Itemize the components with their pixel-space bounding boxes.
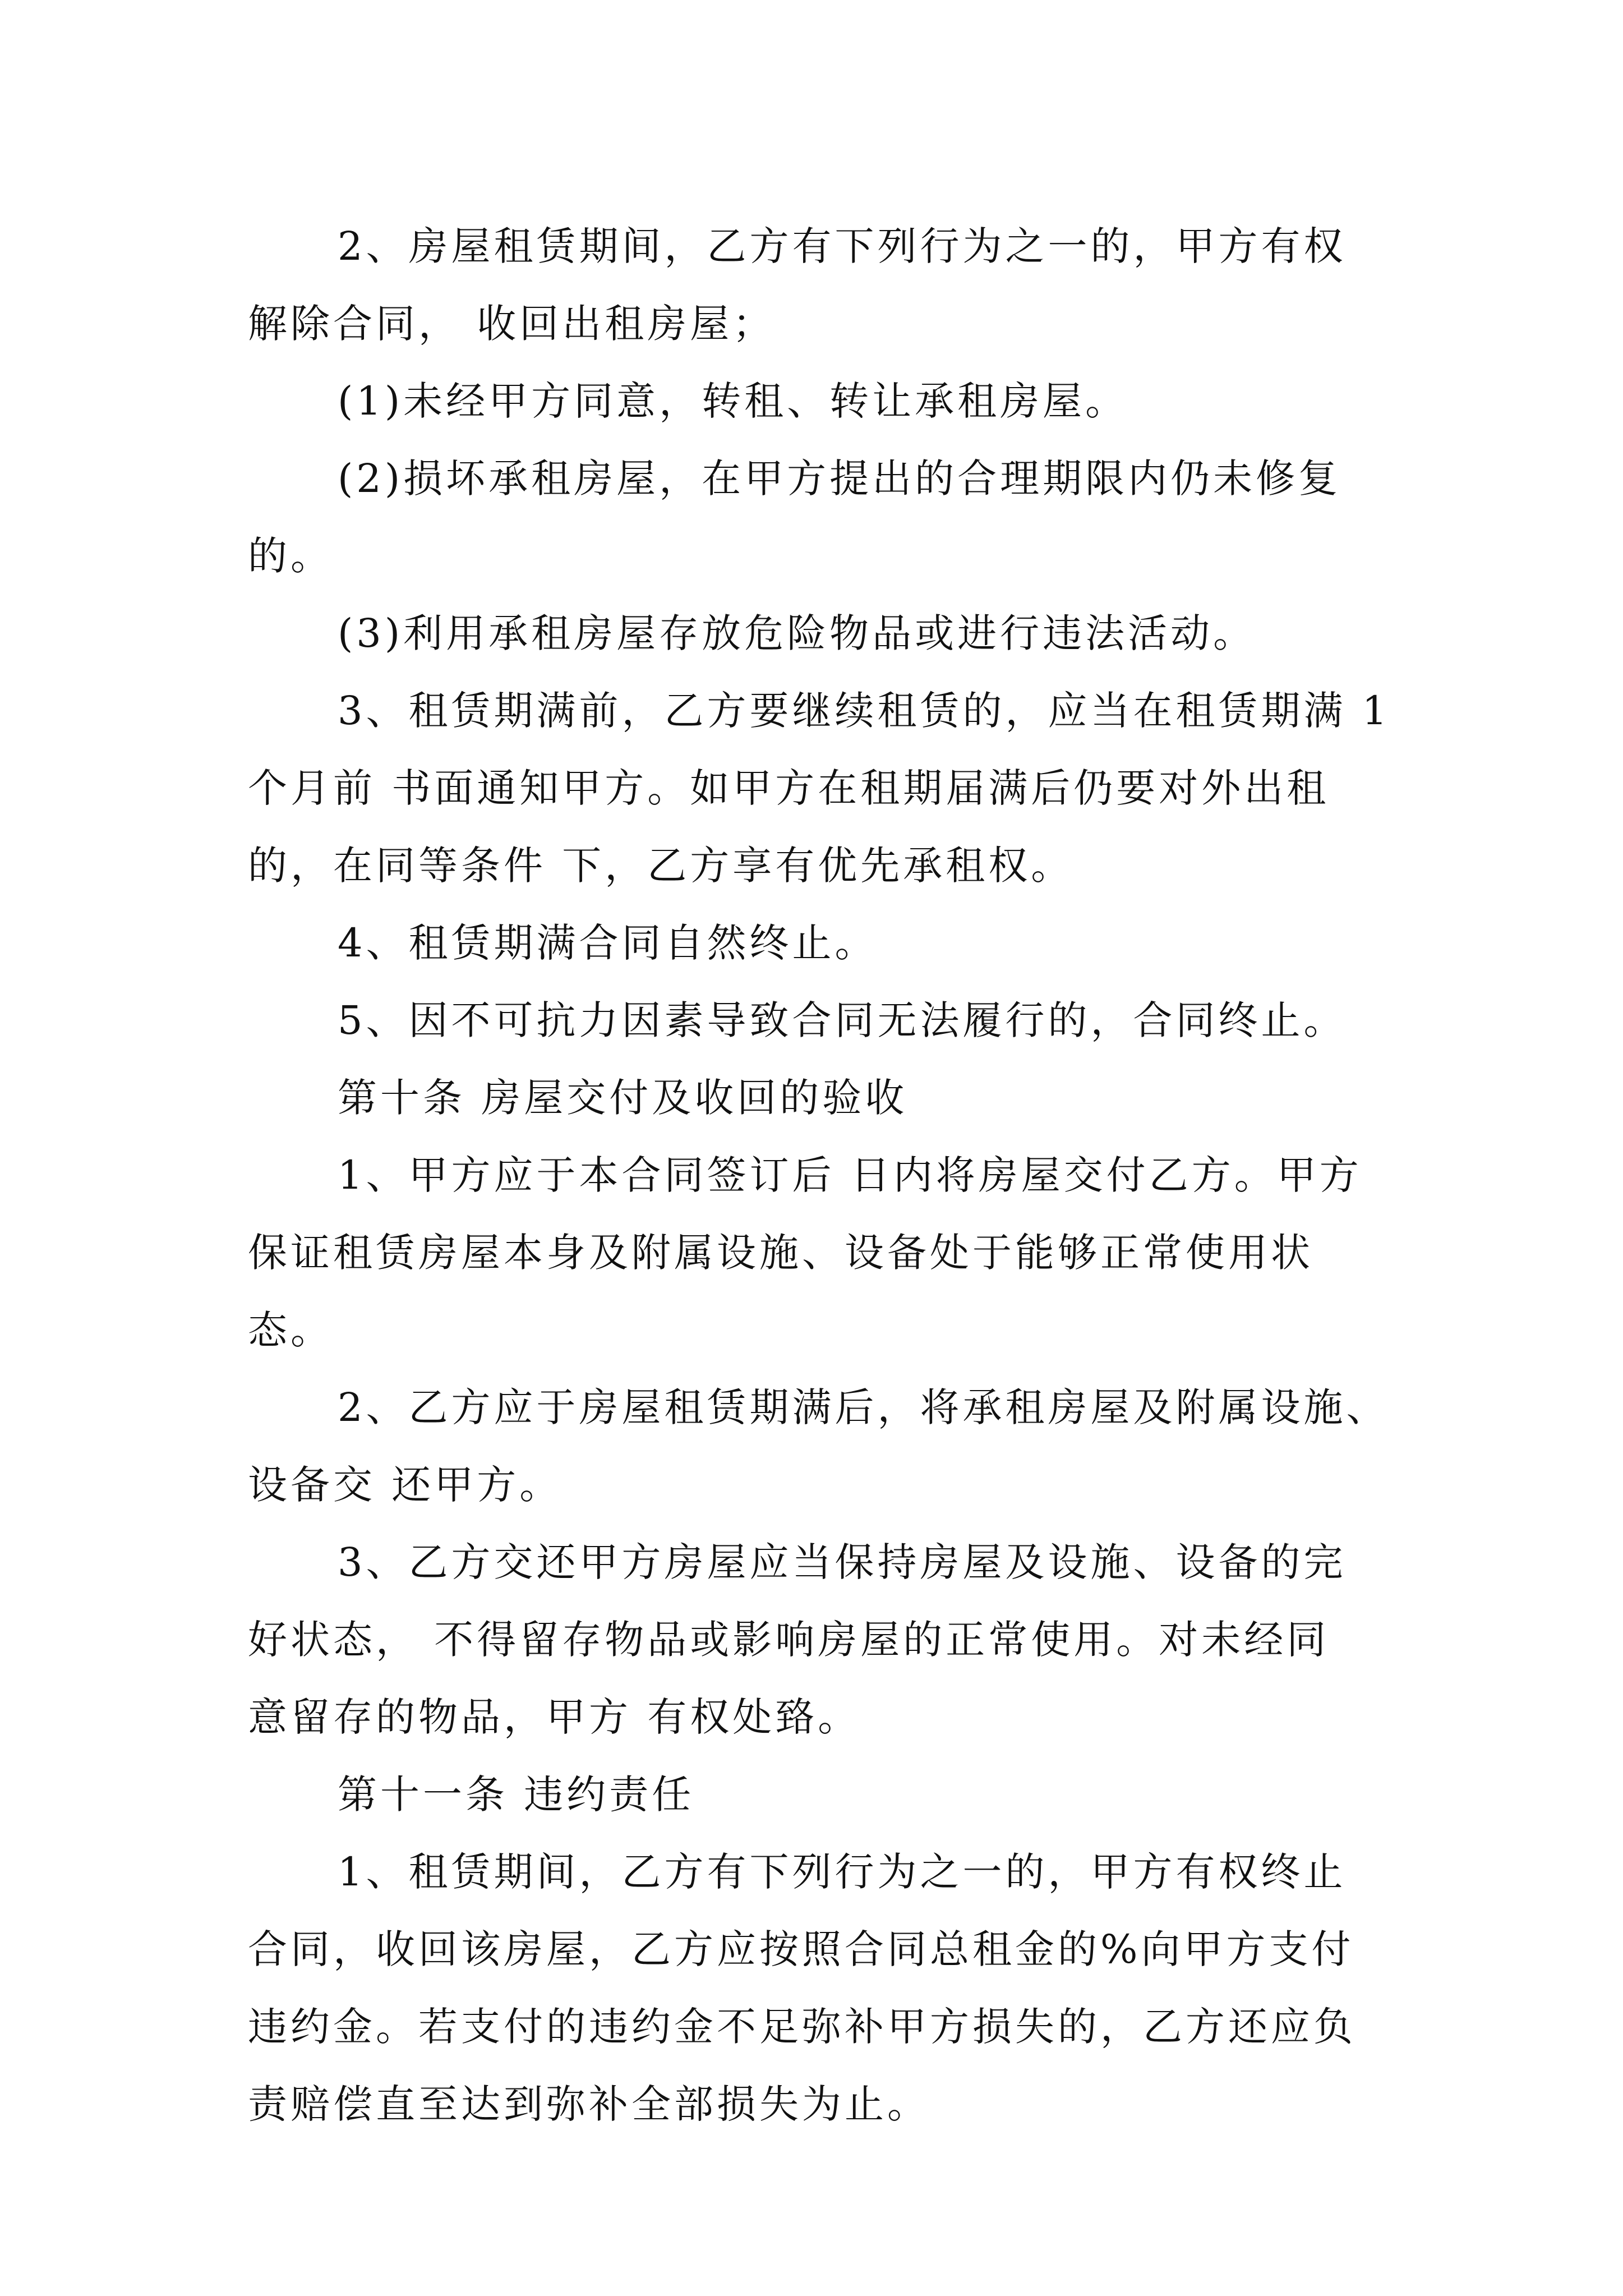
paragraph-clause-9-5 [248,982,1392,1059]
text-line: 解除合同， 收回出租房屋； [248,301,776,347]
text-line: 违约金。若支付的违约金不足弥补甲方损失的，乙方还应负 [248,2004,1356,2050]
paragraph-clause-10-3 [248,1524,1392,1756]
paragraph-clause-9-2-2 [248,440,1392,595]
paragraph-clause-9-4 [248,904,1392,982]
text-line: 的。 [248,533,333,579]
paragraph-clause-10-2 [248,1369,1392,1524]
text-line: 3、租赁期满前，乙方要继续租赁的，应当在租赁期满 1 [338,688,1391,734]
text-line: (3)利用承租房屋存放危险物品或进行违法活动。 [338,610,1256,656]
text-line: 5、因不可抗力因素导致合同无法履行的，合同终止。 [338,997,1347,1043]
text-line: 1、租赁期间，乙方有下列行为之一的，甲方有权终止 [338,1849,1347,1895]
document-body [248,208,1392,2143]
text-line: 1、甲方应于本合同签订后 日内将房屋交付乙方。甲方 [338,1152,1362,1198]
text-line: 4、租赁期满合同自然终止。 [338,920,878,966]
paragraph-clause-11-1 [248,1833,1392,2143]
text-line: 意留存的物品，甲方 有权处臵。 [248,1694,861,1740]
text-line: 好状态， 不得留存物品或影响房屋的正常使用。对未经同 [248,1617,1330,1663]
text-line: 3、乙方交还甲方房屋应当保持房屋及设施、设备的完 [338,1539,1347,1585]
text-line: 责赔偿直至达到弥补全部损失为止。 [248,2081,930,2127]
article-11-heading [248,1756,1392,1833]
text-line: 个月前 书面通知甲方。如甲方在租期届满后仍要对外出租 [248,765,1330,811]
heading-line: 第十条 房屋交付及收回的验收 [338,1075,908,1121]
text-line: (2)损坏承租房屋，在甲方提出的合理期限内仍未修复 [338,455,1341,501]
paragraph-clause-10-1 [248,1137,1392,1369]
text-line: 保证租赁房屋本身及附属设施、设备处于能够正常使用状态。 [248,1230,1313,1353]
text-line: 合同，收回该房屋，乙方应按照合同总租金的%向甲方支付 [248,1926,1354,1972]
paragraph-clause-9-2-3 [248,595,1392,672]
text-line: (1)未经甲方同意，转租、转让承租房屋。 [338,378,1128,424]
text-line: 2、乙方应于房屋租赁期满后，将承租房屋及附属设施、 [338,1384,1389,1430]
heading-line: 第十一条 违约责任 [338,1772,695,1818]
paragraph-clause-9-2-1 [248,362,1392,440]
paragraph-clause-9-2 [248,208,1392,362]
text-line: 2、房屋租赁期间，乙方有下列行为之一的，甲方有权 [338,223,1347,269]
text-line: 的，在同等条件 下，乙方享有优先承租权。 [248,843,1074,889]
paragraph-clause-9-3 [248,672,1392,904]
article-10-heading [248,1059,1392,1137]
text-line: 设备交 还甲方。 [248,1462,562,1508]
